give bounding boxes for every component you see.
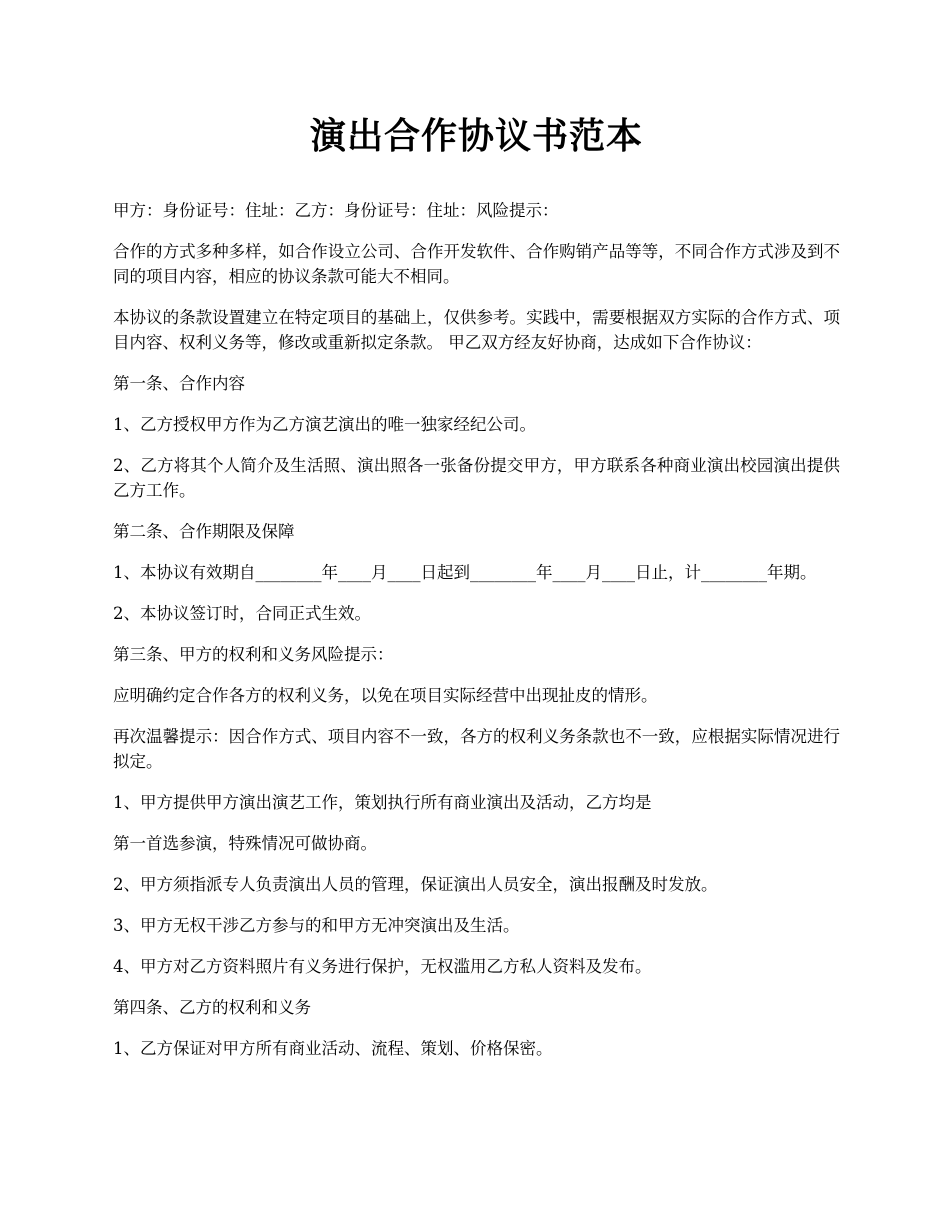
article-3-clause-3: 3、甲方无权干涉乙方参与的和甲方无冲突演出及生活。 <box>113 916 520 935</box>
article-3-heading: 第三条、甲方的权利和义务风险提示： <box>113 645 394 664</box>
article-1-heading: 第一条、合作内容 <box>113 374 245 393</box>
article-3-risk-note: 应明确约定合作各方的权利义务，以免在项目实际经营中出现扯皮的情形。 <box>113 686 658 705</box>
article-3-clause-1-continued: 第一首选参演，特殊情况可做协商。 <box>113 834 377 853</box>
document-page <box>113 108 840 1077</box>
article-2-clause-1: 1、本协议有效期自________年____月____日起到________年____月____日止，计________年期。 <box>113 563 817 582</box>
article-4-heading: 第四条、乙方的权利和义务 <box>113 998 311 1017</box>
article-3-reminder: 再次温馨提示：因合作方式、项目内容不一致，各方的权利义务条款也不一致，应根据实际情况进行拟定。 <box>113 727 840 771</box>
risk-note-paragraph: 合作的方式多种多样，如合作设立公司、合作开发软件、合作购销产品等等，不同合作方式涉及到不同的项目内容，相应的协议条款可能大不相同。 <box>113 242 840 286</box>
party-info-line: 甲方：身份证号：住址：乙方：身份证号：住址：风险提示： <box>113 201 559 220</box>
preamble-paragraph: 本协议的条款设置建立在特定项目的基础上，仅供参考。实践中，需要根据双方实际的合作方式、项目内容、权利义务等，修改或重新拟定条款。 甲乙双方经友好协商，达成如下合作协议： <box>113 308 840 352</box>
document-title: 演出合作协议书范本 <box>309 115 643 157</box>
article-4-clause-1: 1、乙方保证对甲方所有商业活动、流程、策划、价格保密。 <box>113 1039 553 1058</box>
article-2-clause-2: 2、本协议签订时，合同正式生效。 <box>113 604 371 623</box>
article-2-heading: 第二条、合作期限及保障 <box>113 522 295 541</box>
article-3-clause-4: 4、甲方对乙方资料照片有义务进行保护，无权滥用乙方私人资料及发布。 <box>113 957 652 976</box>
article-3-clause-2: 2、甲方须指派专人负责演出人员的管理，保证演出人员安全，演出报酬及时发放。 <box>113 875 718 894</box>
article-1-clause-2: 2、乙方将其个人简介及生活照、演出照各一张备份提交甲方，甲方联系各种商业演出校园演出提供乙方工作。 <box>113 456 840 500</box>
article-1-clause-1: 1、乙方授权甲方作为乙方演艺演出的唯一独家经纪公司。 <box>113 415 536 434</box>
article-3-clause-1: 1、甲方提供甲方演出演艺工作，策划执行所有商业演出及活动，乙方均是 <box>113 793 652 812</box>
